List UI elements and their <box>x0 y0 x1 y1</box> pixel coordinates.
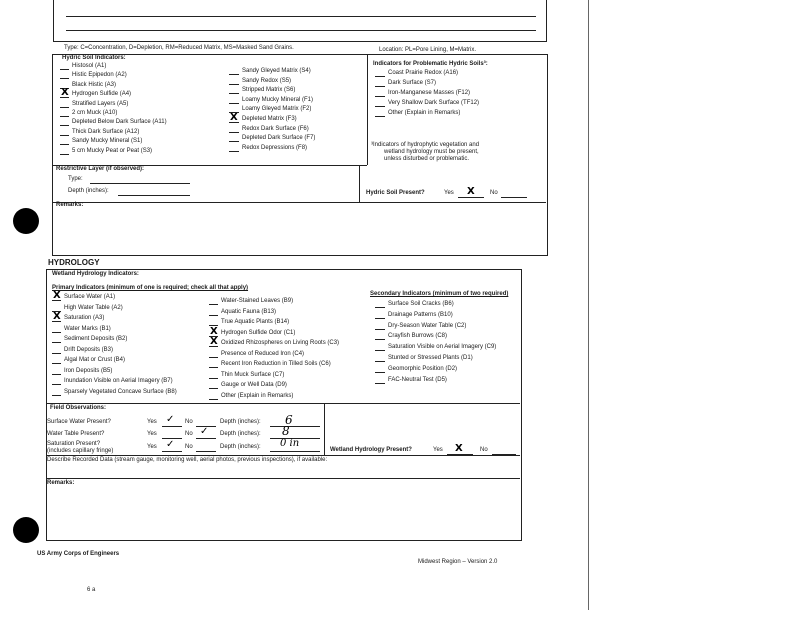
water-table-no-field[interactable] <box>196 438 216 439</box>
checkbox-line[interactable] <box>52 395 61 396</box>
restrictive-divider <box>359 165 360 202</box>
indicator-label: Histosol (A1) <box>72 63 107 69</box>
soil-location-note: Location: PL=Pore Lining, M=Matrix. <box>379 47 477 53</box>
indicator-label: Sediment Deposits (B2) <box>64 336 128 342</box>
indicator-label: Gauge or Well Data (D9) <box>221 382 287 388</box>
hydric-soil-yes-field[interactable] <box>458 197 484 198</box>
hydric-soil-no-field[interactable] <box>501 197 527 198</box>
checkbox-line[interactable] <box>375 372 385 373</box>
indicator-label: Depleted Below Dark Surface (A11) <box>72 119 167 126</box>
checkbox-line[interactable] <box>375 86 385 87</box>
indicator-label: Coast Prairie Redox (A16) <box>388 70 459 76</box>
top-right-border <box>546 0 547 42</box>
saturation-depth-field[interactable] <box>270 451 320 452</box>
saturation-no-field[interactable] <box>196 451 216 452</box>
saturation-depth-value: 0 in <box>280 438 300 449</box>
checkbox-line[interactable] <box>375 106 385 107</box>
indicator-label: Sandy Redox (S5) <box>242 77 292 84</box>
check-mark: X <box>61 87 69 99</box>
indicator-label: High Water Table (A2) <box>64 304 123 311</box>
surface-water-label: Surface Water Present? <box>47 419 111 425</box>
hydric-soil-yes-mark: X <box>467 186 475 197</box>
checkbox-line[interactable] <box>229 103 239 104</box>
indicator-label: Redox Dark Surface (F6) <box>242 125 309 132</box>
indicator-label: Loamy Gleyed Matrix (F2) <box>242 106 312 113</box>
checkbox-line[interactable] <box>60 116 69 117</box>
checkbox-line[interactable] <box>375 383 385 384</box>
saturation-yes-mark: ✓ <box>166 439 175 450</box>
footnote-line-2: wetland hydrology must be present, <box>384 149 479 155</box>
checkbox-line[interactable] <box>375 318 385 319</box>
surface-water-depth-label: Depth (inches): <box>220 419 261 425</box>
indicator-label: Aquatic Fauna (B13) <box>221 308 277 315</box>
indicator-label: Sandy Gleyed Matrix (S4) <box>242 68 311 74</box>
checkbox-line[interactable] <box>375 350 385 351</box>
surface-water-depth-value: 6 <box>285 413 293 427</box>
footnote-line-3: unless disturbed or problematic. <box>384 156 470 162</box>
restrictive-type-label: Type: <box>68 176 83 182</box>
surface-water-depth-field[interactable] <box>270 426 320 427</box>
top-rule-1 <box>66 16 536 17</box>
problematic-title: Indicators for Problematic Hydric Soils³: <box>373 61 488 67</box>
hydrology-heading: HYDROLOGY <box>48 258 100 267</box>
indicator-label: Redox Depressions (F8) <box>242 144 308 151</box>
soil-column-divider <box>367 54 368 165</box>
surface-water-no-label: No <box>185 419 193 425</box>
water-table-depth-label: Depth (inches): <box>220 431 261 437</box>
right-scan-edge <box>588 0 589 610</box>
indicator-label: FAC-Neutral Test (D5) <box>388 376 447 383</box>
checkbox-line[interactable] <box>52 384 61 385</box>
indicator-label: Water-Stained Leaves (B9) <box>221 298 294 304</box>
checkbox-line[interactable] <box>60 125 69 126</box>
hydric-soil-yes-label: Yes <box>444 190 454 196</box>
wetland-hydrology-no-label: No <box>480 447 488 453</box>
restrictive-type-field[interactable] <box>90 183 190 184</box>
top-left-border <box>53 0 54 42</box>
indicator-label: Sparsely Vegetated Concave Surface (B8) <box>64 388 177 395</box>
checkbox-line[interactable] <box>375 76 385 77</box>
indicator-label: Drainage Patterns (B10) <box>388 311 453 318</box>
checkbox-line[interactable] <box>209 399 218 400</box>
indicator-label: Loamy Mucky Mineral (F1) <box>242 96 314 103</box>
checkbox-line[interactable] <box>209 315 218 316</box>
checkbox-line[interactable] <box>209 367 218 368</box>
checkbox-line[interactable] <box>375 307 385 308</box>
check-mark: X <box>53 290 61 301</box>
describe-recorded-data: Describe Recorded Data (stream gauge, monitoring well, aerial photos, previous inspections), if available: <box>47 457 328 463</box>
checkbox-line[interactable] <box>209 388 218 389</box>
check-mark: X <box>230 112 238 123</box>
checkbox-line[interactable] <box>209 357 218 358</box>
saturation-yes-label: Yes <box>147 444 157 450</box>
wetland-hydrology-yes-mark: X <box>455 443 463 454</box>
checkbox-line[interactable] <box>375 339 385 340</box>
indicator-label: Water Marks (B1) <box>64 325 111 332</box>
checkbox-line[interactable] <box>52 342 61 343</box>
checkbox-line[interactable] <box>375 329 385 330</box>
saturation-depth-label: Depth (inches): <box>220 444 261 450</box>
water-table-no-label: No <box>185 431 193 437</box>
indicator-label: Other (Explain in Remarks) <box>388 110 461 116</box>
checkbox-line[interactable] <box>375 116 385 117</box>
page-note: 6 a <box>87 587 96 593</box>
indicator-label: Geomorphic Position (D2) <box>388 365 458 372</box>
wetland-hydrology-yes-label: Yes <box>433 447 443 453</box>
indicator-label: Hydrogen Sulfide Odor (C1) <box>221 329 296 336</box>
indicator-label: Depleted Matrix (F3) <box>242 116 297 122</box>
checkbox-line[interactable] <box>229 84 239 85</box>
footer-right: Midwest Region – Version 2.0 <box>418 559 498 565</box>
indicator-label: Saturation Visible on Aerial Imagery (C9) <box>388 344 497 351</box>
checkbox-line[interactable] <box>229 141 239 142</box>
indicator-label: Algal Mat or Crust (B4) <box>64 357 126 363</box>
indicator-label: Inundation Visible on Aerial Imagery (B7) <box>64 378 173 384</box>
surface-water-yes-field[interactable] <box>162 426 182 427</box>
indicator-label: True Aquatic Plants (B14) <box>221 319 290 325</box>
describe-field[interactable] <box>46 478 520 479</box>
water-table-no-mark: ✓ <box>200 426 209 437</box>
checkbox-line[interactable] <box>60 135 69 136</box>
indicator-label: Surface Water (A1) <box>64 294 116 300</box>
checkbox-line[interactable] <box>52 353 61 354</box>
field-obs-divider <box>324 403 325 455</box>
binder-hole-top <box>13 208 39 234</box>
indicator-label: Crayfish Burrows (C8) <box>388 333 448 340</box>
field-obs-top-rule <box>46 403 520 404</box>
checkbox-line[interactable] <box>60 107 69 108</box>
remarks-top-rule <box>52 202 546 203</box>
checkbox-line[interactable] <box>60 144 69 145</box>
checkbox-line[interactable] <box>52 332 61 333</box>
indicator-label: Thin Muck Surface (C7) <box>221 371 285 378</box>
indicator-label: Dry-Season Water Table (C2) <box>388 322 467 329</box>
primary-indicators-title: Primary Indicators (minimum of one is required; check all that apply) <box>52 285 249 291</box>
indicator-label: Surface Soil Cracks (B6) <box>388 301 454 307</box>
footer-left: US Army Corps of Engineers <box>37 551 120 557</box>
checkbox-line[interactable] <box>52 363 61 364</box>
restrictive-layer-title: Restrictive Layer (if observed): <box>56 166 145 172</box>
indicator-label: Dark Surface (S7) <box>388 80 437 86</box>
checkbox-line[interactable] <box>52 374 61 375</box>
checkbox-line[interactable] <box>209 378 218 379</box>
indicator-label: Recent Iron Reduction in Tilled Soils (C6) <box>221 361 331 367</box>
checkbox-line[interactable] <box>60 154 69 155</box>
indicator-label: Presence of Reduced Iron (C4) <box>221 350 305 357</box>
indicator-label: Saturation (A3) <box>64 315 105 321</box>
restrictive-depth-field[interactable] <box>118 195 190 196</box>
indicator-label: 2 cm Muck (A10) <box>72 110 118 116</box>
soil-type-note: Type: C=Concentration, D=Depletion, RM=Reduced Matrix, MS=Masked Sand Grains. <box>64 45 294 51</box>
checkbox-line[interactable] <box>209 304 218 305</box>
wetland-hydrology-present-label: Wetland Hydrology Present? <box>330 447 412 453</box>
saturation-yes-field[interactable] <box>162 451 182 452</box>
surface-water-yes-mark: ✓ <box>166 414 175 425</box>
water-table-label: Water Table Present? <box>47 431 105 437</box>
checkbox-line[interactable] <box>60 69 69 70</box>
soil-remarks-label: Remarks: <box>56 202 84 208</box>
saturation-no-label: No <box>185 444 193 450</box>
indicator-label: Stripped Matrix (S6) <box>242 87 296 94</box>
indicator-label: Iron-Manganese Masses (F12) <box>388 90 471 96</box>
water-table-depth-value: 8 <box>282 424 290 438</box>
checkbox-line[interactable] <box>229 93 239 94</box>
check-mark: X <box>210 325 218 337</box>
hydric-soil-present-label: Hydric Soil Present? <box>366 190 425 196</box>
indicator-label: 5 cm Mucky Peat or Peat (S3) <box>72 147 153 154</box>
water-table-yes-label: Yes <box>147 431 157 437</box>
indicator-label: Drift Deposits (B3) <box>64 346 114 353</box>
indicator-label: Iron Deposits (B5) <box>64 367 113 374</box>
indicator-label: Very Shallow Dark Surface (TF12) <box>388 100 480 106</box>
footnote-line-1: ³Indicators of hydrophytic vegetation and <box>371 142 480 148</box>
indicator-label: Depleted Dark Surface (F7) <box>242 135 316 142</box>
binder-hole-bottom <box>13 517 39 543</box>
indicator-label: Hydrogen Sulfide (A4) <box>72 91 132 98</box>
hydric-soil-title: Hydric Soil Indicators: <box>62 55 126 61</box>
indicator-label: Stunted or Stressed Plants (D1) <box>388 355 473 361</box>
restrictive-depth-label: Depth (inches): <box>68 188 109 194</box>
checkbox-line[interactable] <box>375 96 385 97</box>
indicator-label: Oxidized Rhizospheres on Living Roots (C3) <box>221 340 340 346</box>
describe-top-rule <box>46 455 520 456</box>
checkbox-line[interactable] <box>60 78 69 79</box>
saturation-sublabel: (includes capillary fringe) <box>47 448 114 454</box>
secondary-indicators-title: Secondary Indicators (minimum of two required) <box>370 291 509 297</box>
indicator-label: Black Histic (A3) <box>72 81 117 88</box>
indicator-label: Sandy Mucky Mineral (S1) <box>72 138 143 145</box>
checkbox-line[interactable] <box>229 151 239 152</box>
indicator-label: Histic Epipedon (A2) <box>72 72 127 79</box>
top-rule-3 <box>53 41 547 42</box>
field-observations-title: Field Observations: <box>50 405 107 411</box>
saturation-label: Saturation Present? <box>47 441 101 447</box>
check-mark: X <box>53 311 61 322</box>
indicator-label: Stratified Layers (A5) <box>72 100 129 107</box>
hydrology-remarks-label: Remarks: <box>47 480 75 486</box>
hydric-soil-no-label: No <box>490 190 498 196</box>
indicator-label: Other (Explain in Remarks) <box>221 392 294 399</box>
top-rule-2 <box>66 30 536 31</box>
surface-water-yes-label: Yes <box>147 419 157 425</box>
checkbox-line[interactable] <box>229 74 239 75</box>
checkbox-line[interactable] <box>375 361 385 362</box>
checkbox-line[interactable] <box>229 132 239 133</box>
wetland-indicators-title: Wetland Hydrology Indicators: <box>52 271 139 277</box>
check-mark: X <box>210 336 218 347</box>
indicator-label: Thick Dark Surface (A12) <box>72 128 140 135</box>
